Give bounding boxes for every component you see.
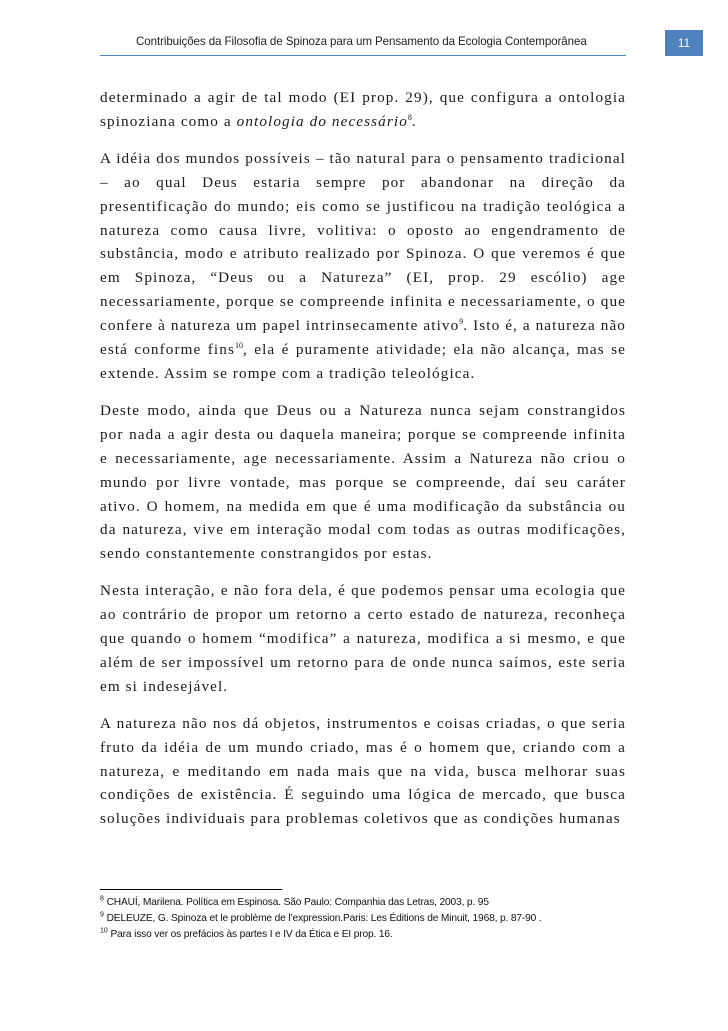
paragraph-3: Deste modo, ainda que Deus ou a Natureza nunca sejam constrangidos por nada a agir desta ou daquela maneira; porque se compreende infinita e necessariamente, age necessariamente. Assim a Natureza não criou o mundo por livre vontade, mas porque se compreende, daí seu caráter ativo. O homem, na medida em que é uma modificação da substância ou da natureza, vive em interação modal com todas as outras modificações, sendo constantemente constrangidos por estas. (100, 401, 626, 563)
footnote-number: 9 (100, 911, 104, 919)
footnote-number: 10 (100, 927, 108, 935)
running-title: Contribuições da Filosofia de Spinoza para um Pensamento da Ecologia Contemporânea (136, 35, 587, 48)
main-text (100, 86, 626, 844)
footnote-10 (100, 927, 640, 943)
footnote-text: Para isso ver os prefácios às partes I e IV da Ética e EI prop. 16. (107, 929, 393, 940)
page-number: 11 (665, 30, 703, 56)
italic-term: ontologia do necessário (236, 112, 408, 130)
header-rule (100, 55, 626, 56)
page-header (100, 30, 691, 56)
paragraph-1-text: determinado a agir de tal modo (EI prop. 29), que configura a ontologia spinoziana como a (100, 89, 626, 130)
paragraph-2-text-b: . Isto é, a natureza não está conforme fins (100, 317, 626, 359)
paragraph-2 (100, 147, 626, 386)
footnote-ref-9[interactable]: 9 (459, 317, 464, 327)
paragraph-2-text: A idéia dos mundos possíveis – tão natural para o pensamento tradicional – ao qual Deus estaria sempre por abandonar na direção da presentificação do mundo; eis como se justificou na tradição teológica a natureza como causa livre, volitiva: o oposto ao engendramento de substância, modo e atributo realizado por Spinoza. O que veremos é que em Spinoza, “Deus ou a Natureza” (EI, prop. 29 escólio) age necessariamente, porque se compreende infinita e necessariamente, o que confere à natureza um papel intrinsecamente ativo (100, 149, 626, 335)
footnote-text: DELEUZE, G. Spinoza et le problème de l’expression.Paris: Les Éditions de Minuit, 1968, p. 87-90 . (103, 913, 542, 924)
footnote-ref-10[interactable]: 10 (234, 341, 243, 350)
footnote-8 (100, 895, 640, 911)
paragraph-1 (100, 86, 626, 134)
paragraph-5: A natureza não nos dá objetos, instrumentos e coisas criadas, o que seria fruto da idéia de um mundo criado, mas é o homem que, criando com a natureza, e meditando em nada mais que na vida, busca melhorar suas condições de existência. É seguindo uma lógica de mercado, que busca soluções individuais para problemas coletivos que as condições humanas (100, 714, 626, 828)
footnote-rule (100, 889, 282, 890)
footnote-ref-8[interactable]: 8 (407, 112, 412, 122)
footnote-text: CHAUÍ, Marilena. Política em Espinosa. São Paulo: Companhia das Letras, 2003, p. 95 (103, 897, 489, 908)
paragraph-4: Nesta interação, e não fora dela, é que podemos pensar uma ecologia que ao contrário de propor um retorno a certo estado de natureza, reconheça que quando o homem “modifica” a natureza, modifica a si mesmo, e que além de ser impossível um retorno para de onde nunca saímos, este seria em si indesejável. (100, 582, 626, 695)
paragraph-1-end: . (411, 112, 417, 130)
footnote-number: 8 (100, 895, 104, 903)
footnote-9 (100, 911, 640, 927)
footnotes (100, 895, 640, 943)
paragraph-2-text-c: , ela é puramente atividade; ela não alcança, mas se extende. Assim se rompe com a tradição teleológica. (100, 341, 626, 382)
